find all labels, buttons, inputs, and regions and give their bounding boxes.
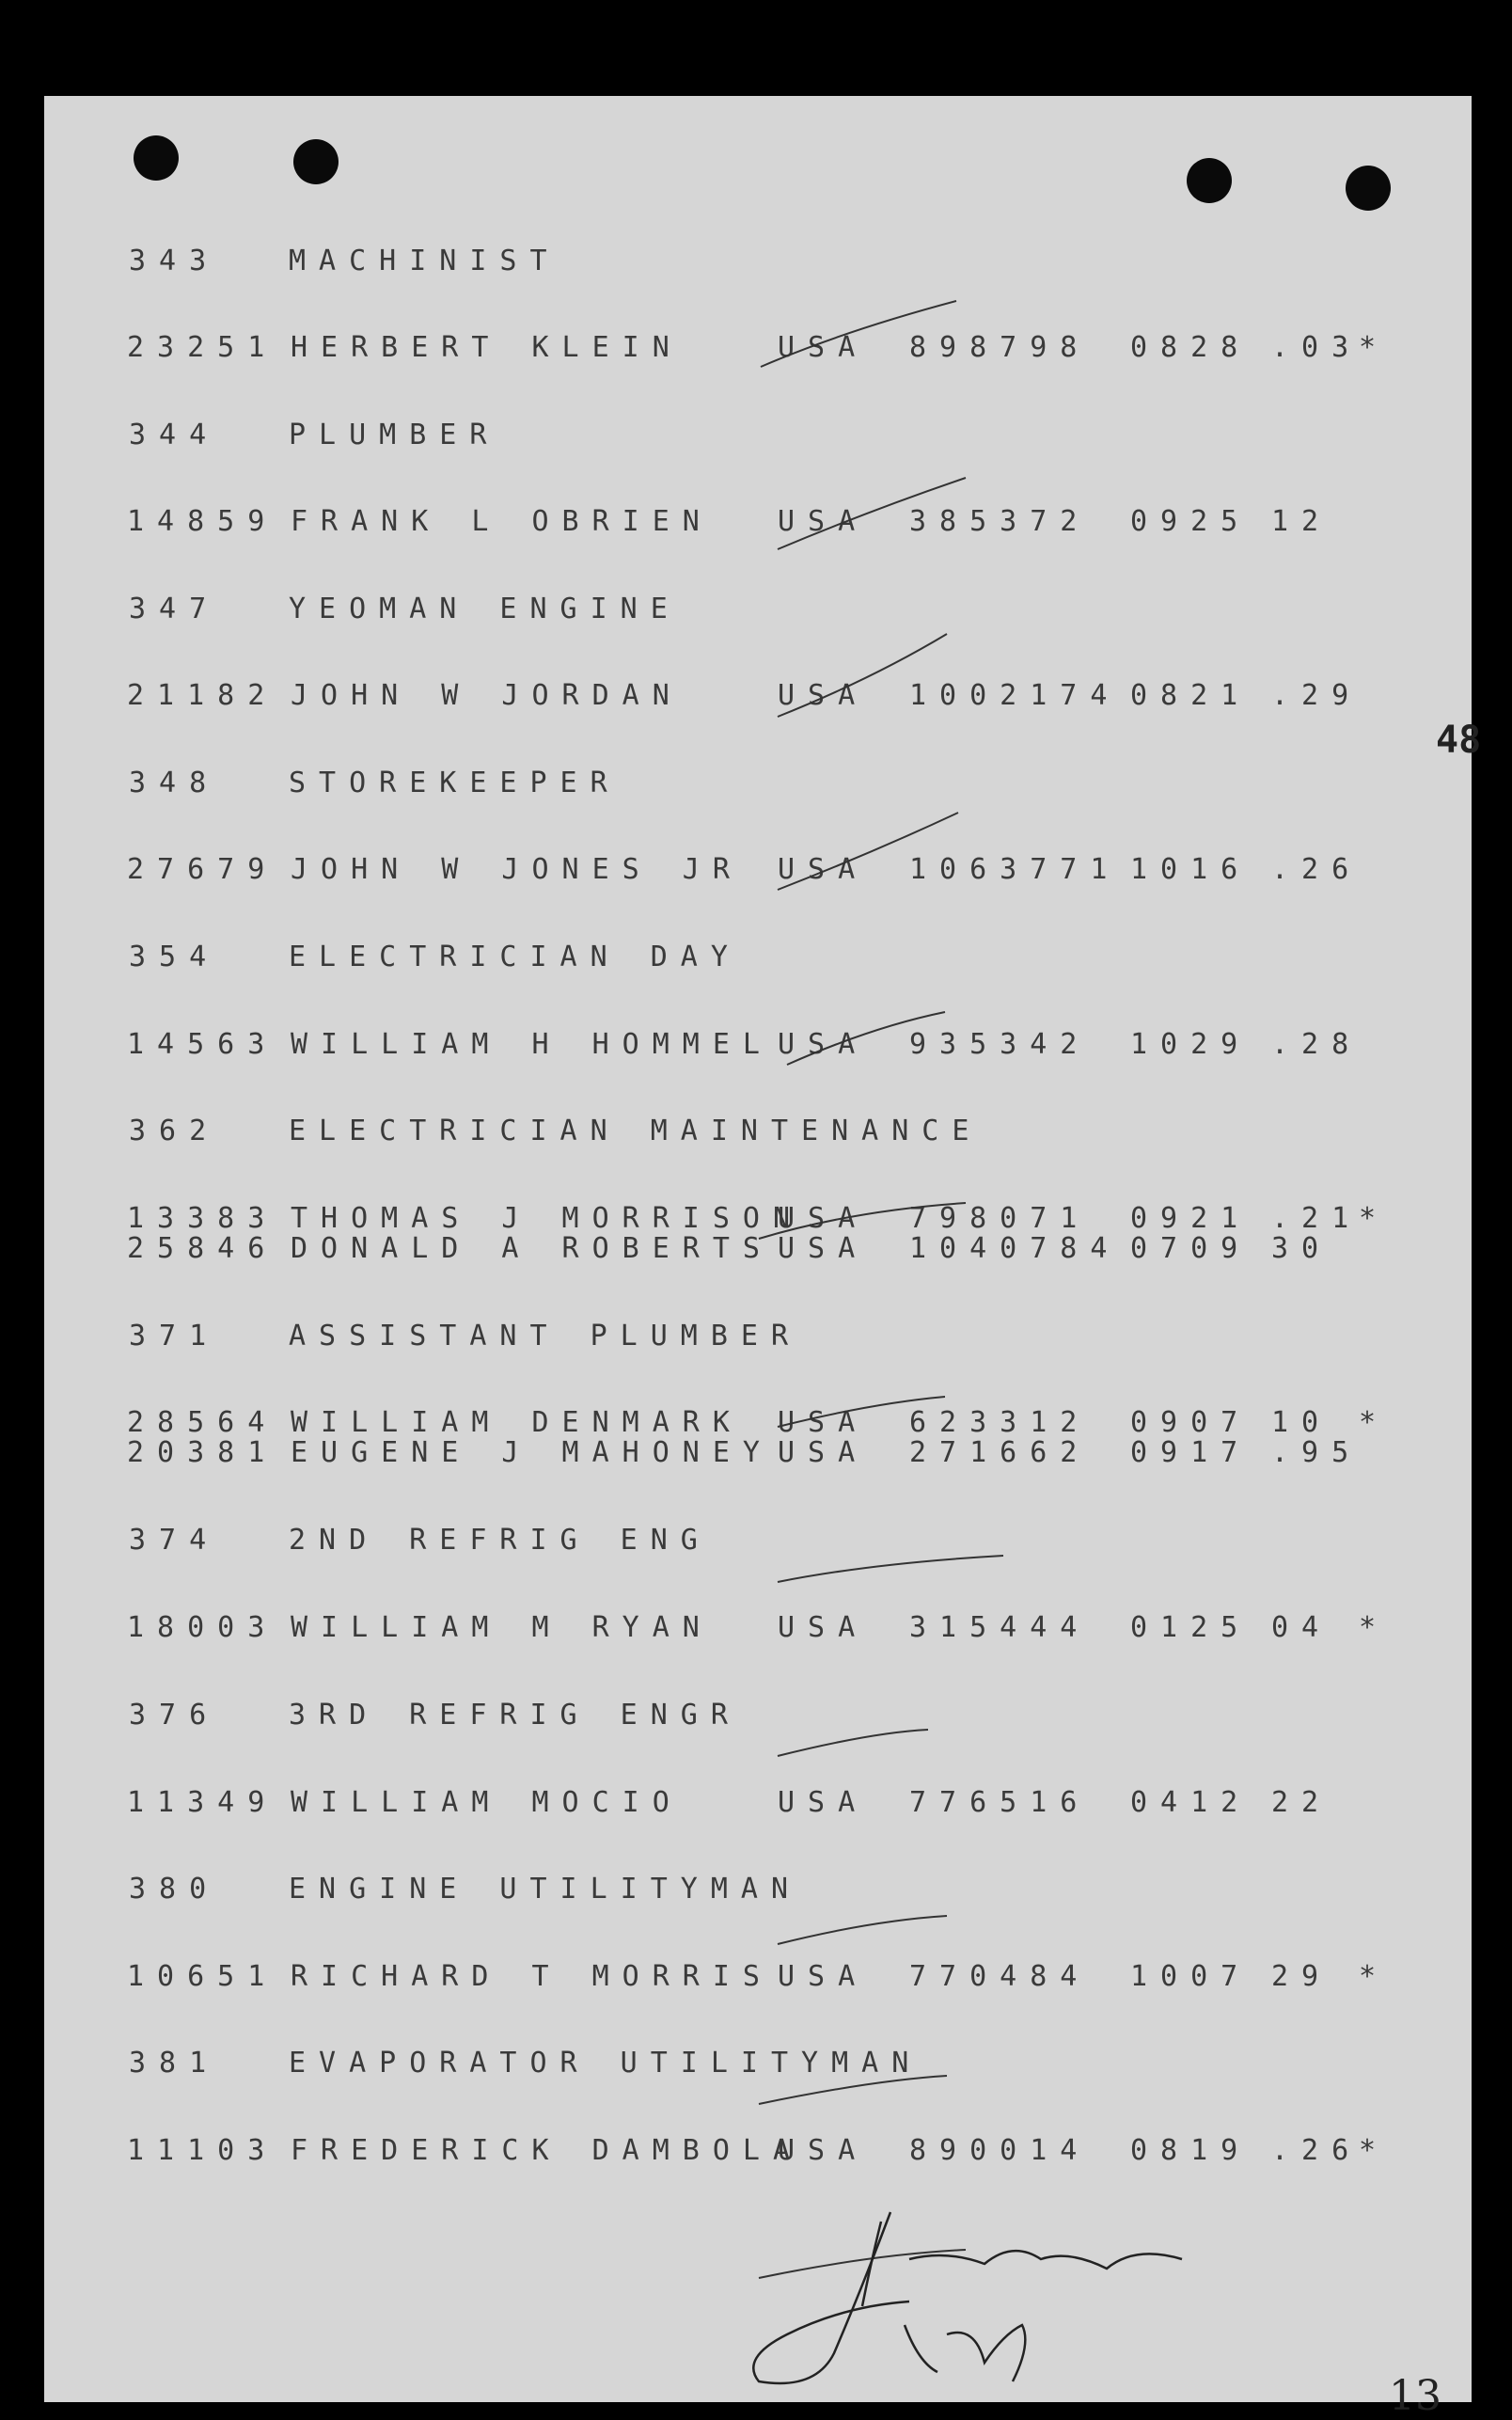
strike-mark	[778, 634, 947, 717]
record-date: 0917	[1130, 1436, 1252, 1469]
record-number: 770484	[909, 1960, 1091, 1993]
record-value: .21	[1271, 1202, 1362, 1235]
record-date: 0709	[1130, 1232, 1252, 1265]
record-value: .28	[1271, 1028, 1362, 1061]
category-code: 348	[129, 767, 220, 799]
record-value: 10	[1271, 1406, 1332, 1439]
record-date: 0412	[1130, 1786, 1252, 1819]
category-title: MACHINIST	[289, 245, 560, 277]
record-name: JOHN W JORDAN	[291, 679, 683, 712]
record-id: 28564	[127, 1406, 278, 1439]
category-code: 380	[129, 1873, 220, 1906]
record-id: 20381	[127, 1436, 278, 1469]
category-title: ASSISTANT PLUMBER	[289, 1320, 802, 1352]
record-number: 1002174	[909, 679, 1121, 712]
record-country: USA	[778, 1786, 869, 1819]
record-name: THOMAS J MORRISON	[291, 1202, 804, 1235]
record-number: 315444	[909, 1611, 1091, 1644]
record-value: 22	[1271, 1786, 1332, 1819]
record-mark: *	[1359, 1406, 1390, 1439]
category-code: 347	[129, 593, 220, 625]
strike-mark	[759, 1203, 966, 1239]
record-country: USA	[778, 679, 869, 712]
record-number: 798071	[909, 1202, 1091, 1235]
record-name: WILLIAM DENMARK	[291, 1406, 743, 1439]
record-date: 1029	[1130, 1028, 1252, 1061]
record-number: 385372	[909, 505, 1091, 538]
record-country: USA	[778, 1611, 869, 1644]
record-country: USA	[778, 853, 869, 886]
record-number: 935342	[909, 1028, 1091, 1061]
record-date: 1016	[1130, 853, 1252, 886]
strike-mark	[778, 1397, 945, 1427]
record-date: 0821	[1130, 679, 1252, 712]
category-code: 371	[129, 1320, 220, 1352]
record-date: 0828	[1130, 331, 1252, 364]
record-name: WILLIAM MOCIO	[291, 1786, 683, 1819]
record-id: 10651	[127, 1960, 278, 1993]
record-country: USA	[778, 1406, 869, 1439]
record-id: 11103	[127, 2134, 278, 2167]
record-number: 623312	[909, 1406, 1091, 1439]
record-name: HERBERT KLEIN	[291, 331, 683, 364]
record-country: USA	[778, 505, 869, 538]
category-code: 381	[129, 2047, 220, 2080]
category-code: 362	[129, 1115, 220, 1147]
strike-mark	[778, 478, 966, 549]
record-value: .29	[1271, 679, 1362, 712]
record-mark: *	[1359, 331, 1390, 364]
category-title: STOREKEEPER	[289, 767, 621, 799]
record-name: WILLIAM H HOMMEL	[291, 1028, 773, 1061]
record-value: .95	[1271, 1436, 1362, 1469]
record-country: USA	[778, 1436, 869, 1469]
record-mark: *	[1359, 1611, 1390, 1644]
record-date: 0907	[1130, 1406, 1252, 1439]
record-number: 271662	[909, 1436, 1091, 1469]
strike-mark	[759, 2250, 966, 2278]
record-id: 11349	[127, 1786, 278, 1819]
sheet-number: 13	[1389, 2372, 1441, 2420]
record-value: .26	[1271, 2134, 1362, 2167]
document-page	[44, 96, 1482, 2420]
record-value: 12	[1271, 505, 1332, 538]
category-title: 3RD REFRIG ENGR	[289, 1699, 741, 1732]
strike-mark	[759, 2076, 947, 2104]
record-value: 30	[1271, 1232, 1332, 1265]
record-mark: *	[1359, 2134, 1390, 2167]
record-country: USA	[778, 2134, 869, 2167]
category-title: EVAPORATOR UTILITYMAN	[289, 2047, 922, 2080]
record-value: 29	[1271, 1960, 1332, 1993]
strike-mark	[778, 1916, 947, 1944]
handwriting-overlay	[44, 96, 1472, 2402]
strike-mark	[778, 1730, 928, 1756]
category-code: 343	[129, 245, 220, 277]
record-date: 0921	[1130, 1202, 1252, 1235]
strike-mark	[778, 1556, 1003, 1582]
record-id: 27679	[127, 853, 278, 886]
record-value: .03	[1271, 331, 1362, 364]
record-number: 1063771	[909, 853, 1121, 886]
strike-mark	[761, 301, 956, 367]
record-name: RICHARD T MORRIS	[291, 1960, 773, 1993]
category-title: ELECTRICIAN DAY	[289, 941, 741, 973]
record-name: JOHN W JONES JR	[291, 853, 743, 886]
record-name: EUGENE J MAHONEY	[291, 1436, 773, 1469]
record-country: USA	[778, 1028, 869, 1061]
category-title: PLUMBER	[289, 419, 500, 451]
record-date: 0819	[1130, 2134, 1252, 2167]
record-id: 14859	[127, 505, 278, 538]
category-title: YEOMAN ENGINE	[289, 593, 681, 625]
record-id: 14563	[127, 1028, 278, 1061]
category-code: 344	[129, 419, 220, 451]
record-number: 1040784	[909, 1232, 1121, 1265]
category-code: 376	[129, 1699, 220, 1732]
record-value: 04	[1271, 1611, 1332, 1644]
record-date: 0925	[1130, 505, 1252, 538]
record-id: 13383	[127, 1202, 278, 1235]
strike-mark	[787, 1012, 945, 1065]
record-id: 25846	[127, 1232, 278, 1265]
category-title: 2ND REFRIG ENG	[289, 1524, 711, 1557]
record-country: USA	[778, 1232, 869, 1265]
record-mark: *	[1359, 1202, 1390, 1235]
category-code: 354	[129, 941, 220, 973]
record-number: 898798	[909, 331, 1091, 364]
record-country: USA	[778, 331, 869, 364]
record-date: 1007	[1130, 1960, 1252, 1993]
record-name: FRANK L OBRIEN	[291, 505, 713, 538]
page-number: 48	[1436, 719, 1482, 762]
record-name: FREDERICK DAMBOLA	[291, 2134, 804, 2167]
signature	[753, 2212, 1182, 2383]
category-title: ENGINE UTILITYMAN	[289, 1873, 802, 1906]
record-id: 21182	[127, 679, 278, 712]
strike-mark	[778, 813, 958, 890]
record-mark: *	[1359, 1960, 1390, 1993]
record-value: .26	[1271, 853, 1362, 886]
record-number: 776516	[909, 1786, 1091, 1819]
category-code: 374	[129, 1524, 220, 1557]
record-name: DONALD A ROBERTS	[291, 1232, 773, 1265]
record-number: 890014	[909, 2134, 1091, 2167]
record-country: USA	[778, 1202, 869, 1235]
record-country: USA	[778, 1960, 869, 1993]
record-id: 18003	[127, 1611, 278, 1644]
record-id: 23251	[127, 331, 278, 364]
record-date: 0125	[1130, 1611, 1252, 1644]
record-name: WILLIAM M RYAN	[291, 1611, 713, 1644]
category-title: ELECTRICIAN MAINTENANCE	[289, 1115, 983, 1147]
